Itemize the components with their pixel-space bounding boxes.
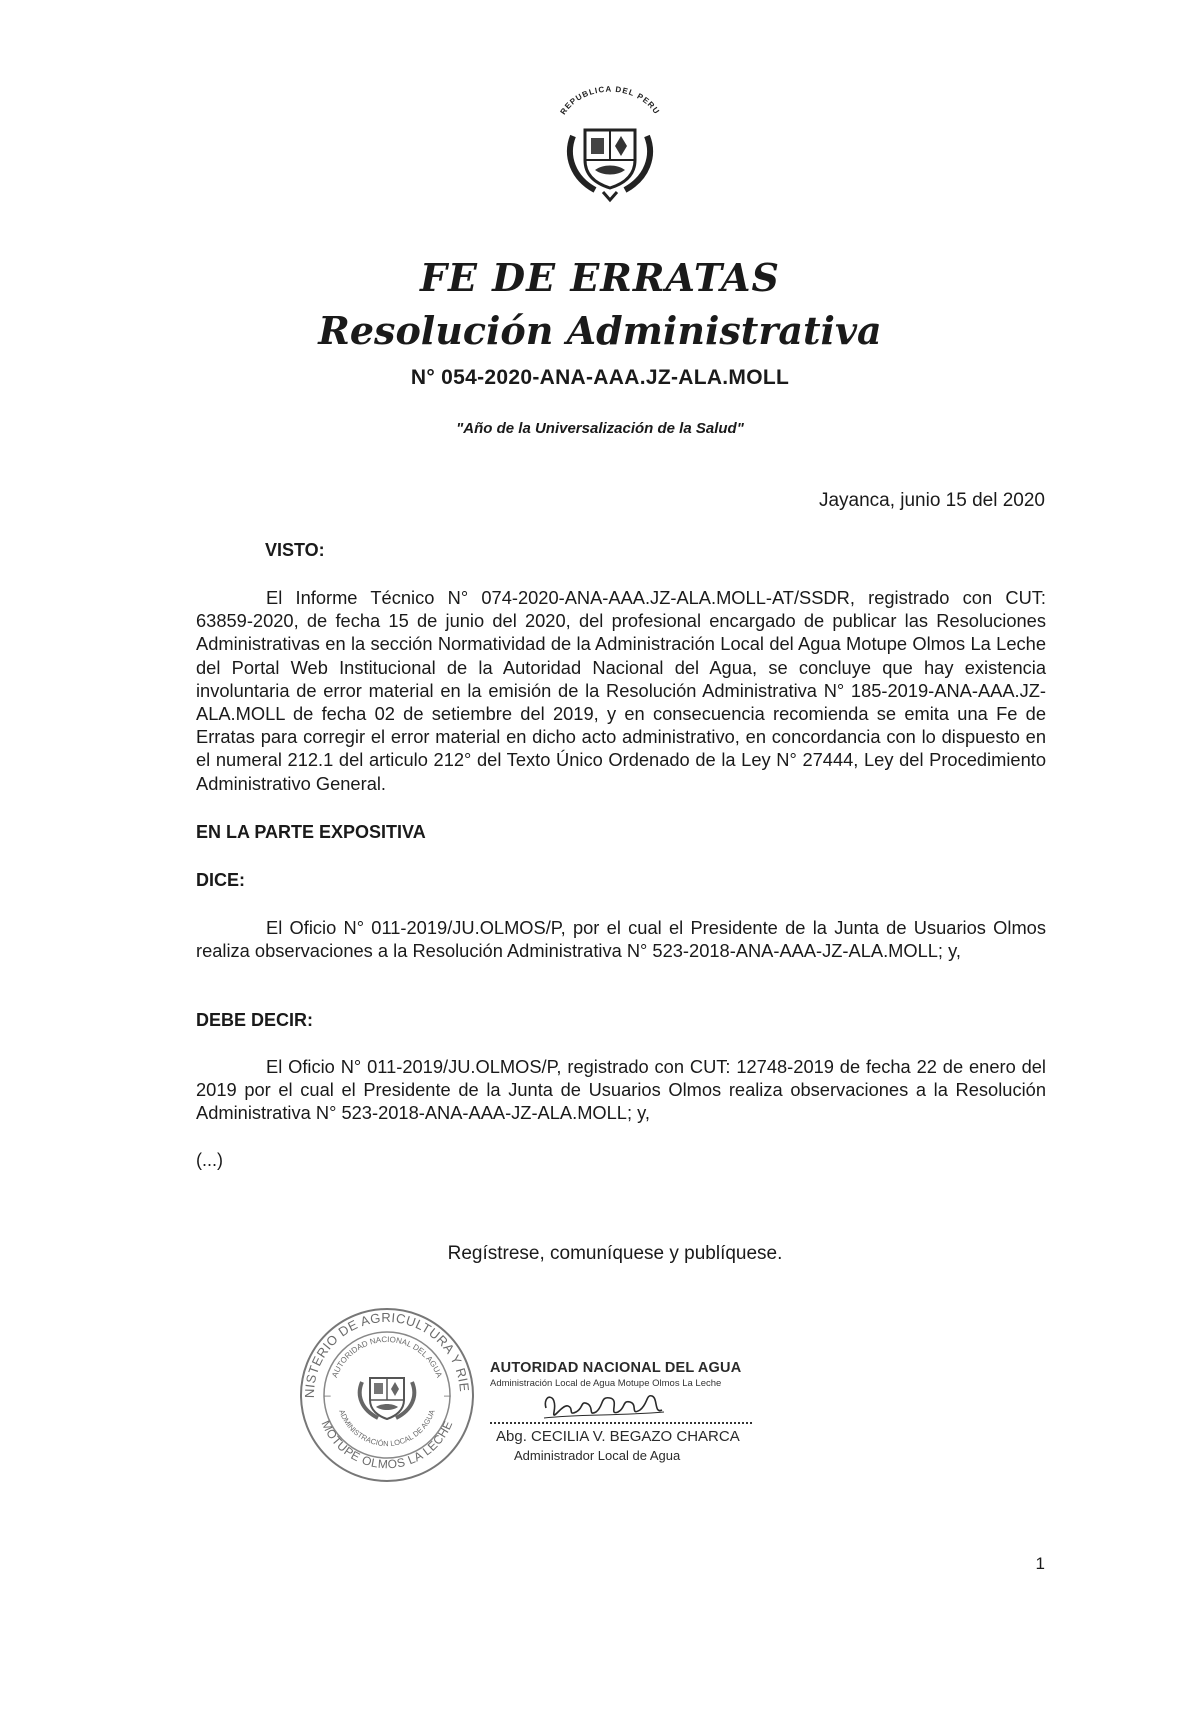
dice-text: El Oficio N° 011-2019/JU.OLMOS/P, por el cual el Presidente de la Junta de Usuarios Olmos realiza observaciones a la Resolución Administrativa N° 523-2018-ANA-AAA-JZ-ALA.MOLL; y, <box>196 917 1046 962</box>
svg-text:REPUBLICA DEL PERU: REPUBLICA DEL PERU <box>558 84 662 117</box>
svg-text:MINISTERIO DE AGRICULTURA Y RI: NISTERIO DE AGRICULTURA Y RIE <box>301 1309 473 1399</box>
page-number: 1 <box>1035 1554 1045 1573</box>
signature-sub-institution: Administración Local de Agua Motupe Olmos La Leche <box>490 1378 722 1389</box>
date-line: Jayanca, junio 15 del 2020 <box>818 490 1045 511</box>
dice-paragraph <box>196 916 1046 962</box>
stamp-icon <box>298 1306 476 1484</box>
debe-decir-paragraph <box>196 1055 1046 1125</box>
signatory-name: Abg. CECILIA V. BEGAZO CHARCA <box>496 1428 740 1445</box>
expositiva-heading: EN LA PARTE EXPOSITIVA <box>196 822 426 842</box>
coat-of-arms-icon <box>545 78 675 208</box>
signatory-role: Administrador Local de Agua <box>514 1448 681 1463</box>
ellipsis: (...) <box>196 1150 223 1170</box>
signature-institution: AUTORIDAD NACIONAL DEL AGUA <box>490 1360 742 1376</box>
official-stamp <box>298 1306 476 1484</box>
svg-text:–: – <box>324 1388 331 1402</box>
dice-heading: DICE: <box>196 870 245 890</box>
svg-text:ADMINISTRACIÓN LOCAL DE AGUA: ADMINISTRACIÓN LOCAL DE AGUA <box>337 1408 437 1449</box>
peru-coat-of-arms <box>545 78 675 208</box>
debe-decir-heading: DEBE DECIR: <box>196 1010 314 1030</box>
document-title: FE DE ERRATAS <box>420 255 780 300</box>
closing-formula: Regístrese, comuníquese y publíquese. <box>447 1243 783 1264</box>
document-subtitle: Resolución Administrativa <box>318 308 882 353</box>
svg-text:MOTUPE OLMOS LA LECHE: MOTUPE OLMOS LA LECHE <box>318 1418 456 1472</box>
signature-block <box>490 1360 760 1463</box>
year-motto: "Año de la Universalización de la Salud" <box>456 420 744 437</box>
svg-text:AUTORIDAD NACIONAL DEL AGUA: AUTORIDAD NACIONAL DEL AGUA <box>330 1334 444 1379</box>
visto-heading: VISTO: <box>265 540 325 560</box>
handwritten-signature-icon <box>538 1386 668 1426</box>
visto-text: El Informe Técnico N° 074-2020-ANA-AAA.JZ-ALA.MOLL-AT/SSDR, registrado con CUT: 63859-2020, de fecha 15 de junio del 2020, del profesional encargado de publicar las Resoluciones Administrativas en la sección Normatividad de la Administración Local del Agua Motupe Olmos La Leche del Portal Web Institucional de la Autoridad Nacional del Agua, se concluye que hay existencia involuntaria de error material en la emisión de la Resolución Administrativa N° 185-2019-ANA-AAA.JZ-ALA.MOLL de fecha 02 de setiembre del 2019, y en consecuencia recomienda se emita una Fe de Erratas para corregir el error material en dicho acto administrativo, en concordancia con lo dispuesto en el numeral 212.1 del articulo 212° del Texto Único Ordenado de la Ley N° 27444, Ley del Procedimiento Administrativo General. <box>196 587 1046 794</box>
resolution-number: N° 054-2020-ANA-AAA.JZ-ALA.MOLL <box>410 366 790 389</box>
signature-line <box>490 1422 752 1424</box>
debe-decir-text: El Oficio N° 011-2019/JU.OLMOS/P, registrado con CUT: 12748-2019 de fecha 22 de enero del 2019 por el cual el Presidente de la Junta de Usuarios Olmos realiza observaciones a la Resolución Administrativa N° 523-2018-ANA-AAA-JZ-ALA.MOLL; y, <box>196 1056 1046 1124</box>
svg-text:–: – <box>444 1388 451 1402</box>
visto-paragraph <box>196 586 1046 795</box>
